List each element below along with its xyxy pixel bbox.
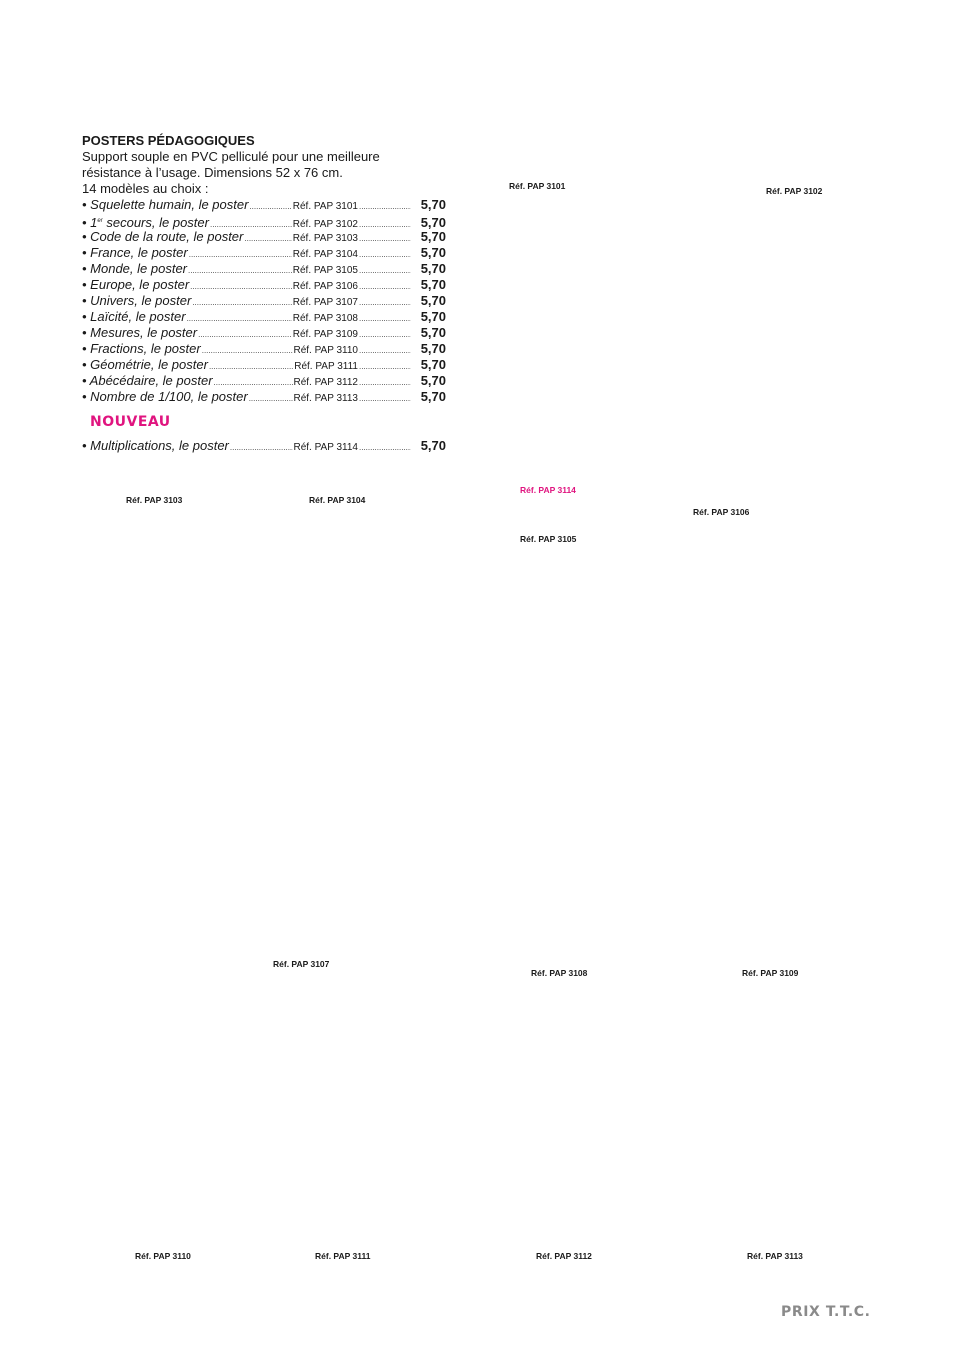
leader-dots bbox=[189, 247, 292, 263]
item-ref: Réf. PAP 3109 bbox=[292, 329, 358, 340]
leader-dots bbox=[244, 231, 291, 247]
item-name: • Fractions, le poster bbox=[82, 341, 201, 356]
caption-pap-3101: Réf. PAP 3101 bbox=[509, 181, 566, 191]
item-ref: Réf. PAP 3106 bbox=[292, 281, 358, 292]
caption-pap-3107: Réf. PAP 3107 bbox=[273, 959, 330, 969]
leader-dots bbox=[202, 343, 293, 359]
list-item bbox=[82, 245, 446, 261]
item-price: 5,70 bbox=[420, 389, 446, 404]
item-price: 5,70 bbox=[420, 325, 446, 340]
section-title: POSTERS PÉDAGOGIQUES bbox=[82, 133, 255, 148]
item-name: • France, le poster bbox=[82, 245, 188, 260]
caption-pap-3109: Réf. PAP 3109 bbox=[742, 968, 799, 978]
leader-dots bbox=[209, 359, 293, 375]
item-ref: Réf. PAP 3112 bbox=[293, 377, 358, 388]
caption-pap-3108: Réf. PAP 3108 bbox=[531, 968, 588, 978]
item-name: • Nombre de 1/100, le poster bbox=[82, 389, 248, 404]
item-name: • Squelette humain, le poster bbox=[82, 197, 249, 212]
intro-block bbox=[82, 133, 462, 197]
item-price: 5,70 bbox=[420, 293, 446, 308]
item-name: • Géométrie, le poster bbox=[82, 357, 208, 372]
leader-dots bbox=[188, 263, 292, 279]
item-ref: Réf. PAP 3103 bbox=[292, 233, 358, 244]
caption-pap-3103: Réf. PAP 3103 bbox=[126, 495, 183, 505]
item-price: 5,70 bbox=[420, 341, 446, 356]
item-price: 5,70 bbox=[420, 245, 446, 260]
item-ref: Réf. PAP 3104 bbox=[292, 249, 358, 260]
list-item bbox=[82, 357, 446, 373]
leader-dots bbox=[359, 199, 411, 215]
item-ref: Réf. PAP 3114 bbox=[293, 442, 358, 453]
list-item bbox=[82, 438, 446, 454]
list-item bbox=[82, 309, 446, 325]
leader-dots bbox=[249, 199, 291, 215]
description-line-1: Support souple en PVC pelliculé pour une meilleure bbox=[82, 149, 380, 164]
leader-dots bbox=[359, 279, 411, 295]
list-item bbox=[82, 389, 446, 405]
item-name-suffix: secours, le poster bbox=[102, 215, 209, 230]
item-price: 5,70 bbox=[420, 229, 446, 244]
item-ref: Réf. PAP 3101 bbox=[292, 201, 358, 212]
leader-dots bbox=[359, 327, 411, 343]
caption-pap-3105: Réf. PAP 3105 bbox=[520, 534, 577, 544]
item-name-prefix: • 1 bbox=[82, 215, 98, 230]
list-item bbox=[82, 197, 446, 213]
leader-dots bbox=[359, 375, 411, 391]
caption-pap-3102: Réf. PAP 3102 bbox=[766, 186, 823, 196]
list-item bbox=[82, 277, 446, 293]
caption-pap-3112: Réf. PAP 3112 bbox=[536, 1251, 592, 1261]
item-price: 5,70 bbox=[420, 357, 446, 372]
leader-dots bbox=[249, 391, 293, 407]
leader-dots bbox=[359, 231, 411, 247]
item-price: 5,70 bbox=[420, 373, 446, 388]
caption-pap-3110: Réf. PAP 3110 bbox=[135, 1251, 191, 1261]
item-ref: Réf. PAP 3102 bbox=[292, 219, 358, 230]
leader-dots bbox=[230, 440, 293, 456]
item-name-superscript: er bbox=[97, 218, 103, 224]
leader-dots bbox=[359, 391, 411, 407]
item-name: • Abécédaire, le poster bbox=[82, 373, 213, 388]
description-line-2: résistance à l’usage. Dimensions 52 x 76 cm. bbox=[82, 165, 343, 180]
leader-dots bbox=[192, 295, 291, 311]
item-ref: Réf. PAP 3108 bbox=[292, 313, 358, 324]
item-price: 5,70 bbox=[420, 261, 446, 276]
item-price: 5,70 bbox=[420, 215, 446, 230]
caption-pap-3111: Réf. PAP 3111 bbox=[315, 1251, 371, 1261]
item-name: • Europe, le poster bbox=[82, 277, 190, 292]
poster-list bbox=[82, 197, 446, 405]
list-item bbox=[82, 229, 446, 245]
description-line-3: 14 modèles au choix : bbox=[82, 181, 209, 196]
item-price: 5,70 bbox=[420, 277, 446, 292]
list-item bbox=[82, 261, 446, 277]
leader-dots bbox=[359, 295, 411, 311]
list-item bbox=[82, 213, 446, 229]
leader-dots bbox=[359, 343, 411, 359]
item-ref: Réf. PAP 3105 bbox=[292, 265, 358, 276]
new-poster-list bbox=[82, 438, 446, 454]
caption-pap-3106: Réf. PAP 3106 bbox=[693, 507, 750, 517]
leader-dots bbox=[359, 263, 411, 279]
item-name: • Laïcité, le poster bbox=[82, 309, 186, 324]
item-price: 5,70 bbox=[420, 197, 446, 212]
item-name: • Mesures, le poster bbox=[82, 325, 198, 340]
leader-dots bbox=[187, 311, 292, 327]
leader-dots bbox=[359, 359, 411, 375]
leader-dots bbox=[190, 279, 292, 295]
caption-pap-3104: Réf. PAP 3104 bbox=[309, 495, 366, 505]
leader-dots bbox=[198, 327, 292, 343]
list-item bbox=[82, 293, 446, 309]
leader-dots bbox=[359, 247, 411, 263]
list-item bbox=[82, 341, 446, 357]
item-price: 5,70 bbox=[420, 309, 446, 324]
caption-pap-3113: Réf. PAP 3113 bbox=[747, 1251, 803, 1261]
caption-pap-3114: Réf. PAP 3114 bbox=[520, 485, 576, 495]
item-name: • Monde, le poster bbox=[82, 261, 187, 276]
item-name: • Code de la route, le poster bbox=[82, 229, 244, 244]
item-name: • Univers, le poster bbox=[82, 293, 192, 308]
item-name: • Multiplications, le poster bbox=[82, 438, 229, 453]
item-price: 5,70 bbox=[420, 438, 446, 453]
item-ref: Réf. PAP 3113 bbox=[293, 393, 358, 404]
list-item bbox=[82, 325, 446, 341]
list-item bbox=[82, 373, 446, 389]
item-ref: Réf. PAP 3107 bbox=[292, 297, 358, 308]
item-ref: Réf. PAP 3111 bbox=[294, 361, 358, 372]
price-note: PRIX T.T.C. bbox=[781, 1304, 871, 1320]
nouveau-label: NOUVEAU bbox=[90, 414, 171, 430]
leader-dots bbox=[359, 440, 411, 456]
leader-dots bbox=[359, 311, 411, 327]
item-ref: Réf. PAP 3110 bbox=[293, 345, 358, 356]
